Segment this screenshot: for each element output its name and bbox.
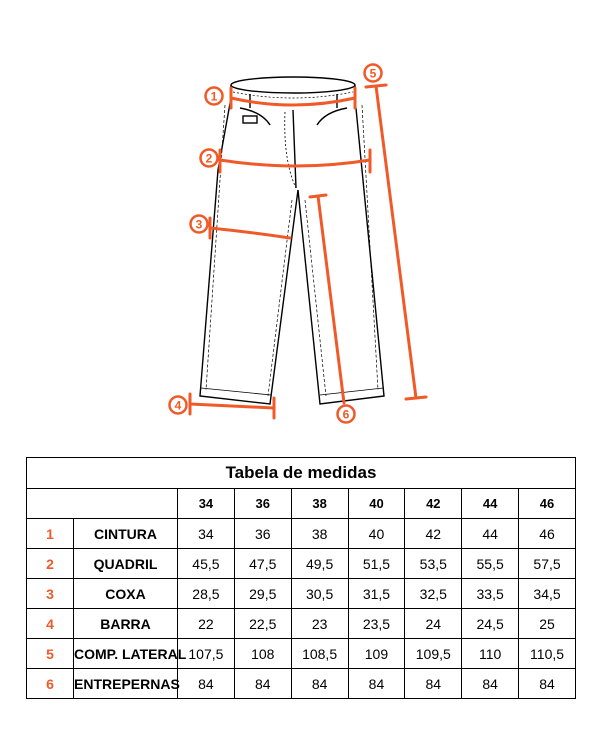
marker-3 [191, 216, 208, 233]
measurement-value: 108,5 [291, 639, 348, 669]
measurement-value: 51,5 [348, 549, 405, 579]
measurement-label: COXA [74, 579, 178, 609]
measurement-value: 109 [348, 639, 405, 669]
measurement-value: 34,5 [519, 579, 576, 609]
measurement-value: 110,5 [519, 639, 576, 669]
size-header-row [27, 489, 576, 519]
measurement-label: QUADRIL [74, 549, 178, 579]
size-header: 36 [234, 489, 291, 519]
measurement-value: 53,5 [405, 549, 462, 579]
measurement-value: 84 [178, 669, 235, 699]
measurement-value: 84 [462, 669, 519, 699]
svg-text:3: 3 [195, 217, 203, 232]
measurement-value: 24 [405, 609, 462, 639]
measurement-value: 45,5 [178, 549, 235, 579]
measurement-value: 47,5 [234, 549, 291, 579]
measurement-value: 22 [178, 609, 235, 639]
measurement-value: 23 [291, 609, 348, 639]
measurement-label: CINTURA [74, 519, 178, 549]
measurement-value: 32,5 [405, 579, 462, 609]
pants-illustration [200, 77, 384, 404]
size-chart-table [26, 457, 576, 699]
size-header: 42 [405, 489, 462, 519]
size-header: 40 [348, 489, 405, 519]
measurement-value: 24,5 [462, 609, 519, 639]
measurement-value: 109,5 [405, 639, 462, 669]
measurement-label: BARRA [74, 609, 178, 639]
table-row [27, 609, 576, 639]
measurement-value: 49,5 [291, 549, 348, 579]
marker-2 [201, 150, 218, 167]
size-header: 46 [519, 489, 576, 519]
measurement-lines [190, 85, 426, 418]
measurement-value: 84 [348, 669, 405, 699]
measurement-value: 23,5 [348, 609, 405, 639]
measurement-value: 84 [519, 669, 576, 699]
measurement-value: 40 [348, 519, 405, 549]
size-header: 44 [462, 489, 519, 519]
measurement-value: 34 [178, 519, 235, 549]
hem-measure-line [190, 394, 274, 418]
measurement-value: 31,5 [348, 579, 405, 609]
row-number: 1 [27, 519, 74, 549]
table-row [27, 579, 576, 609]
measurement-value: 46 [519, 519, 576, 549]
svg-text:1: 1 [210, 89, 218, 104]
measurement-value: 29,5 [234, 579, 291, 609]
svg-text:6: 6 [342, 407, 350, 422]
measurement-value: 28,5 [178, 579, 235, 609]
measurement-value: 42 [405, 519, 462, 549]
row-number: 3 [27, 579, 74, 609]
row-number: 2 [27, 549, 74, 579]
measurement-value: 38 [291, 519, 348, 549]
inseam-measure-line [310, 195, 344, 403]
row-number: 4 [27, 609, 74, 639]
svg-text:5: 5 [369, 66, 377, 81]
measurement-value: 22,5 [234, 609, 291, 639]
measurement-value: 55,5 [462, 549, 519, 579]
row-number: 6 [27, 669, 74, 699]
measurement-value: 84 [234, 669, 291, 699]
table-row [27, 549, 576, 579]
measurement-value: 36 [234, 519, 291, 549]
measurement-value: 33,5 [462, 579, 519, 609]
table-title: Tabela de medidas [27, 458, 576, 489]
measurement-value: 107,5 [178, 639, 235, 669]
measurement-value: 44 [462, 519, 519, 549]
table-row [27, 519, 576, 549]
measurement-value: 110 [462, 639, 519, 669]
measurement-value: 84 [405, 669, 462, 699]
header-blank-cell [27, 489, 178, 519]
svg-text:2: 2 [205, 151, 213, 166]
measurement-label: COMP. LATERAL [74, 639, 178, 669]
size-header: 38 [291, 489, 348, 519]
thigh-measure-line [210, 218, 290, 238]
table-row [27, 669, 576, 699]
marker-1 [206, 88, 223, 105]
measurement-value: 25 [519, 609, 576, 639]
measurement-value: 57,5 [519, 549, 576, 579]
measurement-value: 84 [291, 669, 348, 699]
marker-4 [170, 397, 187, 414]
size-header: 34 [178, 489, 235, 519]
measurement-value: 108 [234, 639, 291, 669]
svg-text:4: 4 [174, 398, 182, 413]
marker-6 [338, 406, 355, 423]
side-length-measure-line [366, 85, 426, 399]
measurement-value: 30,5 [291, 579, 348, 609]
row-number: 5 [27, 639, 74, 669]
measurement-label: ENTREPERNAS [74, 669, 178, 699]
marker-5 [365, 65, 382, 82]
table-row [27, 639, 576, 669]
